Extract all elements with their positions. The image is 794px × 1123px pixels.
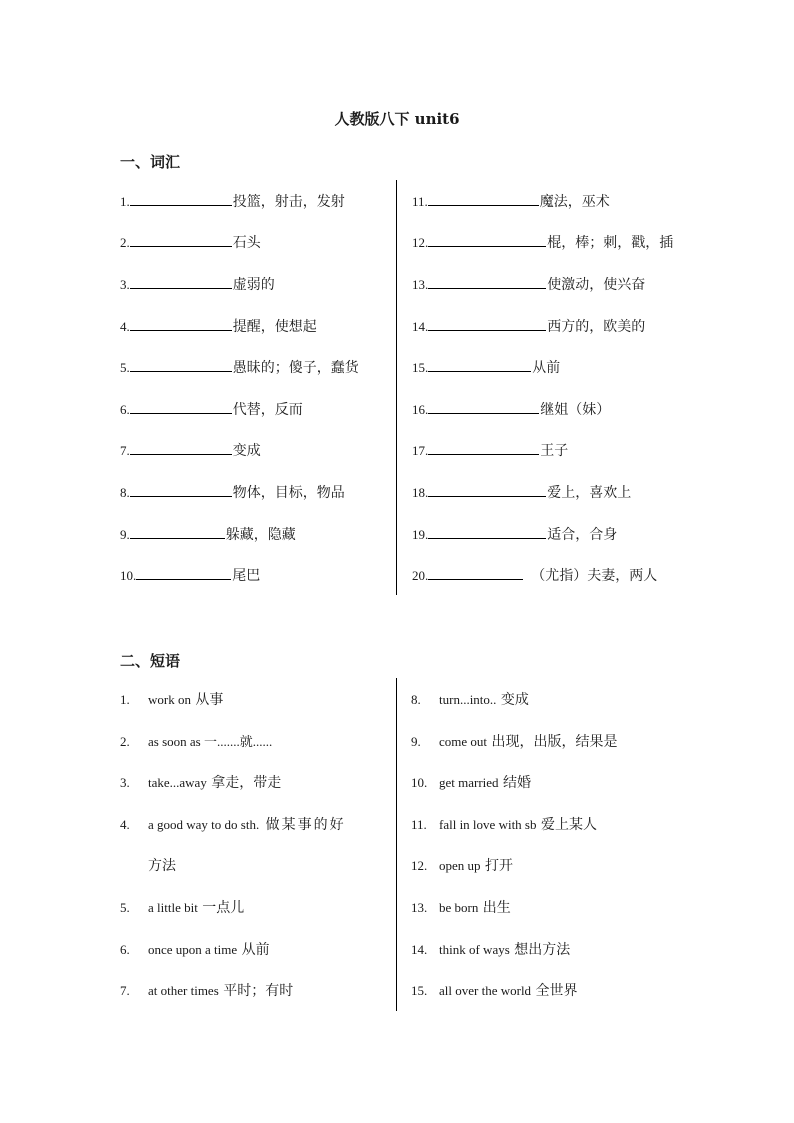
phrase-meaning: 打开 [480, 858, 513, 874]
vocab-item [412, 356, 560, 378]
phrase-item [120, 939, 270, 961]
phrase-item [411, 855, 513, 877]
vocab-meaning: 虚弱的 [232, 277, 275, 293]
vocab-section-heading: 一、词汇 [120, 153, 181, 171]
vocab-number: 11. [412, 194, 428, 209]
phrase-item [411, 689, 529, 711]
vocab-item [412, 523, 617, 545]
answer-blank[interactable] [428, 231, 546, 247]
phrase-column-divider [396, 678, 397, 1011]
phrase-english: as soon as 一.......就...... [148, 734, 273, 749]
phrase-meaning: 爱上某人 [536, 817, 597, 833]
vocab-meaning: 继姐（妹） [540, 402, 611, 418]
phrase-number: 11. [411, 817, 427, 832]
vocab-number: 9. [120, 527, 130, 542]
vocab-item [412, 273, 645, 295]
phrase-english: open up [439, 858, 481, 873]
phrase-number: 7. [120, 983, 130, 998]
vocab-item [120, 356, 359, 378]
answer-blank[interactable] [428, 564, 523, 580]
phrase-meaning: 一点儿 [197, 900, 245, 916]
phrase-number: 8. [411, 692, 421, 707]
vocab-number: 16. [412, 402, 429, 417]
answer-blank[interactable] [130, 439, 232, 455]
phrase-item [411, 980, 578, 1002]
phrase-english: take...away [148, 775, 207, 790]
answer-blank[interactable] [428, 356, 531, 372]
vocab-item [120, 439, 261, 461]
phrase-number: 14. [411, 942, 428, 957]
phrase-number: 4. [120, 817, 130, 832]
vocab-meaning: 物体，目标，物品 [232, 485, 345, 501]
vocab-number: 7. [120, 443, 130, 458]
vocab-column-divider [396, 180, 397, 595]
vocab-number: 3. [120, 277, 130, 292]
phrase-number: 15. [411, 983, 428, 998]
phrase-english: think of ways [439, 942, 510, 957]
vocab-number: 14. [412, 319, 429, 334]
answer-blank[interactable] [136, 564, 231, 580]
phrase-number: 2. [120, 734, 130, 749]
answer-blank[interactable] [130, 231, 232, 247]
vocab-item [412, 439, 568, 461]
vocab-item [120, 523, 296, 545]
phrase-english: once upon a time [148, 942, 238, 957]
vocab-meaning: 投篮，射击，发射 [232, 194, 345, 210]
vocab-number: 12. [412, 235, 429, 250]
vocab-meaning: 提醒，使想起 [232, 319, 317, 335]
vocab-number: 1. [120, 194, 130, 209]
phrase-meaning: 出生 [478, 900, 511, 916]
vocab-item [120, 564, 260, 586]
vocab-item [412, 564, 657, 586]
vocab-number: 19. [412, 527, 429, 542]
phrase-english: fall in love with sb [439, 817, 537, 832]
phrase-section-heading: 二、短语 [120, 652, 181, 670]
vocab-meaning: （尤指）夫妻，两人 [531, 568, 658, 584]
phrase-meaning: 出现，出版，结果是 [487, 734, 618, 750]
phrase-item [120, 689, 223, 711]
vocab-item [120, 231, 261, 253]
phrase-english: a little bit [148, 900, 198, 915]
phrase-meaning: 平时；有时 [218, 983, 294, 999]
phrase-meaning: 结婚 [498, 775, 532, 791]
phrase-item [120, 731, 272, 753]
phrase-english: at other times [148, 983, 219, 998]
vocab-item [120, 481, 345, 503]
answer-blank[interactable] [428, 273, 546, 289]
vocab-number: 8. [120, 485, 130, 500]
answer-blank[interactable] [428, 439, 539, 455]
phrase-item [411, 939, 570, 961]
answer-blank[interactable] [130, 523, 225, 539]
phrase-item [411, 814, 597, 836]
phrase-meaning: 方法 [148, 858, 176, 874]
vocab-item [120, 398, 303, 420]
vocab-number: 13. [412, 277, 429, 292]
vocab-number: 15. [412, 360, 429, 375]
answer-blank[interactable] [428, 190, 539, 206]
vocab-item [412, 398, 610, 420]
phrase-number: 12. [411, 858, 428, 873]
vocab-meaning: 石头 [232, 235, 261, 251]
phrase-number: 10. [411, 775, 428, 790]
phrase-number: 1. [120, 692, 130, 707]
vocab-number: 10. [120, 568, 137, 583]
phrase-meaning: 想出方法 [509, 942, 571, 958]
vocab-meaning: 代替，反而 [232, 402, 303, 418]
phrase-number: 6. [120, 942, 130, 957]
vocab-meaning: 适合，合身 [547, 527, 618, 543]
vocab-number: 6. [120, 402, 130, 417]
answer-blank[interactable] [428, 315, 546, 331]
vocab-meaning: 从前 [532, 360, 561, 376]
vocab-number: 20. [412, 568, 429, 583]
vocab-number: 18. [412, 485, 429, 500]
answer-blank[interactable] [428, 523, 546, 539]
vocab-number: 17. [412, 443, 429, 458]
vocab-item [412, 231, 673, 253]
phrase-meaning: 从前 [237, 942, 270, 958]
vocab-meaning: 王子 [540, 443, 569, 459]
answer-blank[interactable] [130, 273, 232, 289]
vocab-meaning: 西方的，欧美的 [547, 319, 646, 335]
vocab-item [412, 481, 631, 503]
vocab-item [120, 190, 345, 212]
vocab-meaning: 躲藏，隐藏 [225, 527, 296, 543]
answer-blank[interactable] [130, 356, 232, 372]
page-title: 人教版八下 unit6 [334, 110, 460, 128]
phrase-english: work on [148, 692, 191, 707]
phrase-number: 9. [411, 734, 421, 749]
phrase-item [411, 731, 617, 753]
phrase-item [120, 980, 293, 1002]
vocab-item [412, 190, 610, 212]
phrase-english: a good way to do sth. [148, 817, 260, 832]
phrase-meaning: 变成 [496, 692, 529, 708]
phrase-english: come out [439, 734, 488, 749]
phrase-english: be born [439, 900, 479, 915]
vocab-item [120, 315, 317, 337]
answer-blank[interactable] [130, 398, 232, 414]
phrase-meaning: 做某事的好 [259, 817, 346, 833]
phrase-item [120, 897, 244, 919]
vocab-meaning: 尾巴 [232, 568, 261, 584]
phrase-item [411, 772, 531, 794]
phrase-number: 5. [120, 900, 130, 915]
phrase-number: 13. [411, 900, 428, 915]
vocab-meaning: 变成 [232, 443, 261, 459]
answer-blank[interactable] [428, 398, 539, 414]
phrase-item-continuation [120, 855, 176, 877]
vocab-meaning: 棍，棒；刺，戳，插 [547, 235, 674, 251]
vocab-meaning: 使激动，使兴奋 [547, 277, 646, 293]
vocab-meaning: 魔法，巫术 [539, 194, 610, 210]
phrase-item [120, 772, 281, 794]
phrase-meaning: 拿走，带走 [206, 775, 282, 791]
answer-blank[interactable] [130, 481, 232, 497]
answer-blank[interactable] [428, 481, 546, 497]
phrase-item [411, 897, 511, 919]
answer-blank[interactable] [130, 315, 232, 331]
phrase-english: turn...into.. [439, 692, 497, 707]
vocab-number: 5. [120, 360, 130, 375]
phrase-item [120, 814, 346, 836]
vocab-item [412, 315, 645, 337]
phrase-english: get married [439, 775, 499, 790]
vocab-number: 4. [120, 319, 130, 334]
phrase-english: all over the world [439, 983, 532, 998]
vocab-meaning: 愚昧的；傻子，蠢货 [232, 360, 359, 376]
vocab-item [120, 273, 275, 295]
phrase-number: 3. [120, 775, 130, 790]
vocab-meaning: 爱上，喜欢上 [547, 485, 632, 501]
vocab-number: 2. [120, 235, 130, 250]
phrase-meaning: 从事 [190, 692, 224, 708]
answer-blank[interactable] [130, 190, 232, 206]
phrase-meaning: 全世界 [531, 983, 578, 999]
